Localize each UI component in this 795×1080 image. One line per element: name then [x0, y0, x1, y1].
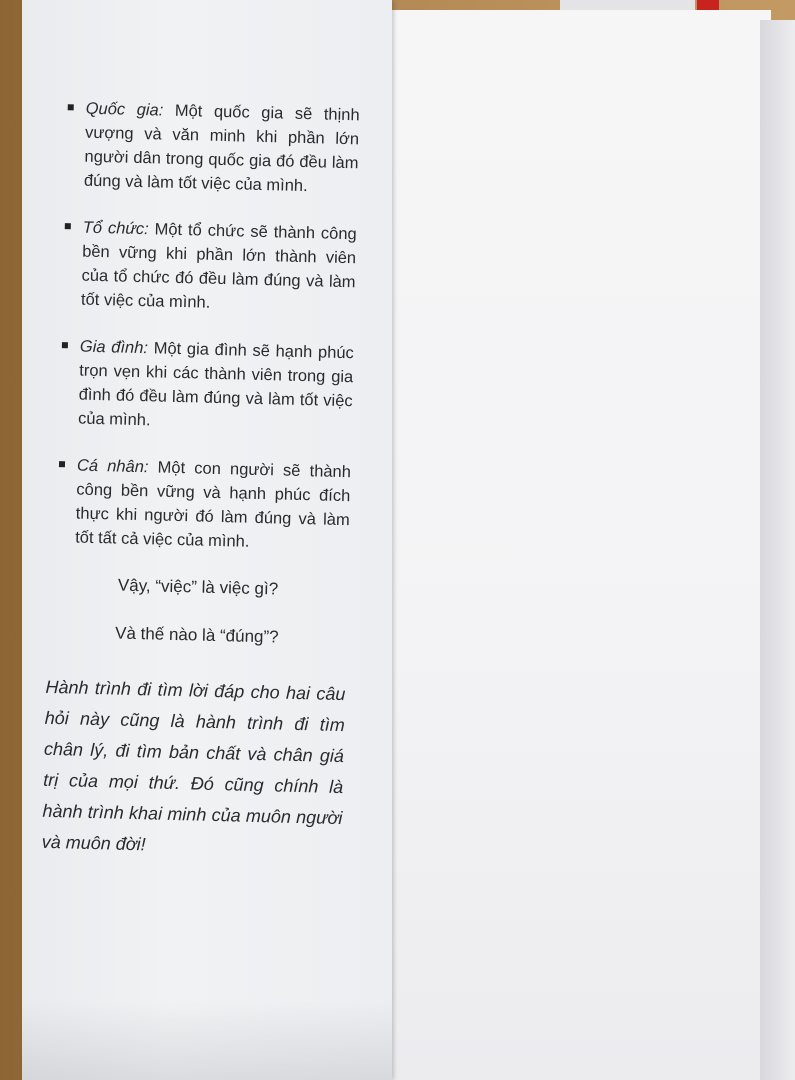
bullet-label: Cá nhân:: [76, 456, 149, 477]
bullet-text: Một con người sẽ thành công bền vững và hạnh phúc đích thực khi người đó làm đúng và làm tốt tất cả việc của mình.: [74, 458, 352, 551]
question-dung: Và thế nào là “đúng”?: [114, 623, 279, 647]
bullet-icon: [68, 104, 74, 110]
bullet-to-chuc: [55, 215, 357, 318]
bullet-quoc-gia: [58, 96, 360, 199]
flap-shadow: [22, 1000, 392, 1080]
cover-edge: [760, 20, 795, 1080]
bullet-label: Tổ chức:: [82, 218, 149, 239]
bullet-icon: [65, 223, 71, 229]
bullet-label: Quốc gia:: [85, 99, 164, 120]
bullet-text: Một quốc gia sẽ thịnh vượng và văn minh khi phần lớn người dân trong quốc gia đó đều làm đúng và làm tốt việc của mình.: [83, 101, 360, 196]
flap-text: [41, 96, 360, 865]
closing-paragraph: Hành trình đi tìm lời đáp cho hai câu hỏi này cũng là hành trình đi tìm chân lý, đi tìm bản chất và chân giá trị của mọi thứ. Đó cũng chính là hành trình khai minh của muôn người và muôn đời!: [41, 676, 346, 855]
bullet-label: Gia đình:: [79, 337, 149, 358]
bullet-ca-nhan: [49, 453, 351, 556]
bullet-text: Một tổ chức sẽ thành công bền vững khi phần lớn thành viên của tổ chức đó đều làm đúng và làm tốt việc của mình.: [80, 220, 357, 312]
bullet-icon: [59, 461, 65, 467]
bullet-icon: [62, 342, 68, 348]
bullet-text: Một gia đình sẽ hạnh phúc trọn vẹn khi các thành viên trong gia đình đó đều làm đúng và làm tốt việc của mình.: [77, 339, 355, 430]
book-cover: [386, 10, 771, 1080]
question-viec: Vậy, “việc” là việc gì?: [117, 575, 279, 599]
bullet-gia-dinh: [52, 334, 354, 437]
